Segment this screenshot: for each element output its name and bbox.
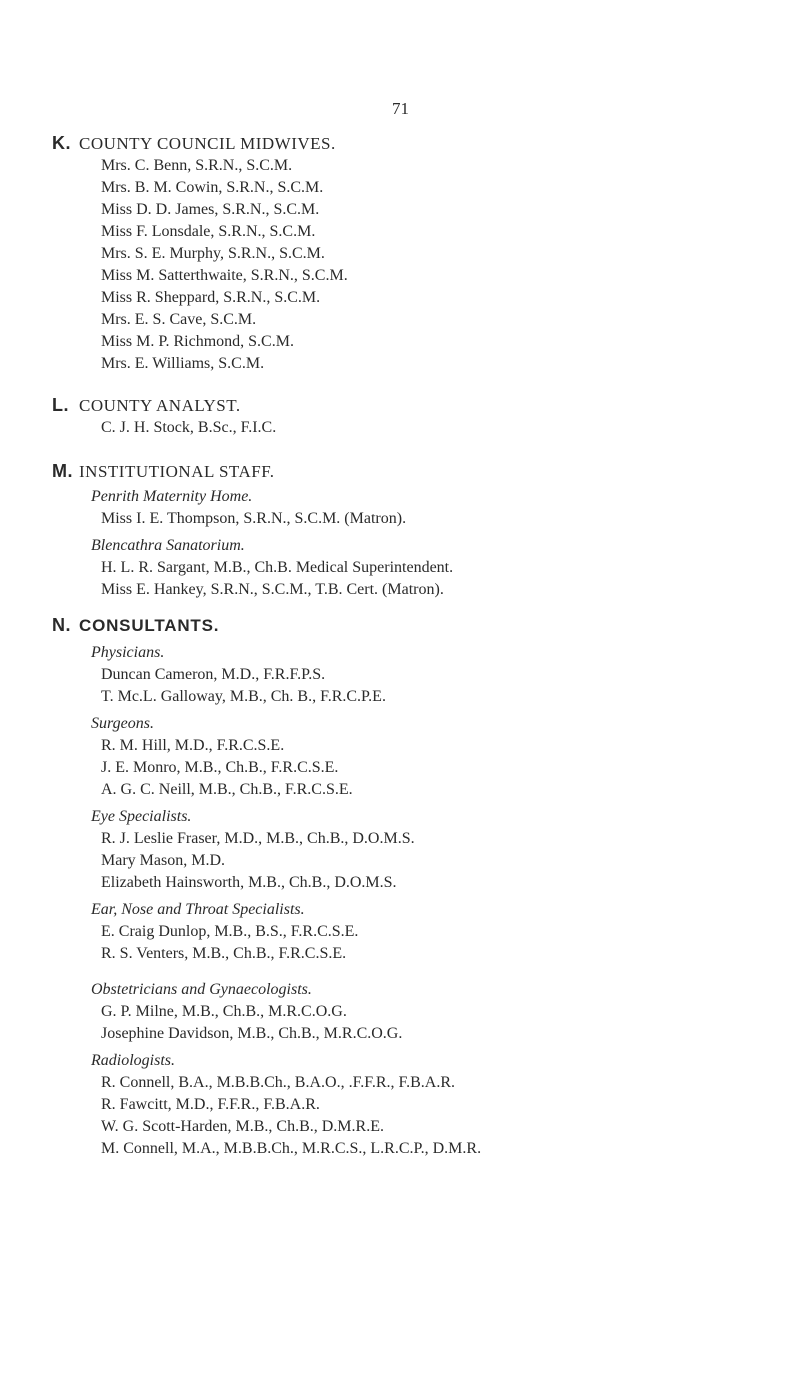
- list-item: M. Connell, M.A., M.B.B.Ch., M.R.C.S., L.R.C.P., D.M.R.: [101, 1140, 482, 1157]
- section-county-analyst: [52, 394, 781, 439]
- list-item: Miss D. D. James, S.R.N., S.C.M.: [101, 201, 320, 218]
- subsection-eye-specialists: [91, 806, 781, 894]
- list-item: Josephine Davidson, M.B., Ch.B., M.R.C.O.G.: [101, 1025, 403, 1042]
- list-item: Miss M. Satterthwaite, S.R.N., S.C.M.: [101, 267, 348, 284]
- section-heading: [52, 394, 781, 417]
- section-title: INSTITUTIONAL STAFF.: [79, 462, 275, 481]
- list-item: Duncan Cameron, M.D., F.R.F.P.S.: [101, 666, 326, 683]
- section-institutional-staff: [52, 460, 781, 601]
- list-item: E. Craig Dunlop, M.B., B.S., F.R.C.S.E.: [101, 923, 359, 940]
- list-item: Miss I. E. Thompson, S.R.N., S.C.M. (Matron).: [101, 510, 407, 527]
- list-item: W. G. Scott-Harden, M.B., Ch.B., D.M.R.E.: [101, 1118, 384, 1135]
- list-item: Miss R. Sheppard, S.R.N., S.C.M.: [101, 289, 321, 306]
- entry-list: [101, 828, 781, 894]
- page-number: 71: [392, 99, 409, 118]
- list-item: Mrs. E. S. Cave, S.C.M.: [101, 311, 257, 328]
- subsection-radiologists: [91, 1050, 781, 1160]
- list-item: Mrs. B. M. Cowin, S.R.N., S.C.M.: [101, 179, 324, 196]
- section-title: COUNTY COUNCIL MIDWIVES.: [79, 134, 336, 153]
- list-item: Miss M. P. Richmond, S.C.M.: [101, 333, 294, 350]
- subsection-surgeons: [91, 713, 781, 801]
- section-letter: L.: [52, 395, 69, 415]
- subsection-blencathra-sanatorium: [91, 535, 781, 601]
- entry-list: [101, 664, 781, 708]
- entry-list: [101, 1001, 781, 1045]
- subsection-ent-specialists: [91, 899, 781, 965]
- list-item: R. M. Hill, M.D., F.R.C.S.E.: [101, 737, 285, 754]
- list-item: Mrs. S. E. Murphy, S.R.N., S.C.M.: [101, 245, 325, 262]
- list-item: Mrs. C. Benn, S.R.N., S.C.M.: [101, 157, 293, 174]
- list-item: C. J. H. Stock, B.Sc., F.I.C.: [101, 419, 277, 436]
- list-item: H. L. R. Sargant, M.B., Ch.B. Medical Superintendent.: [101, 559, 454, 576]
- entry-list: [101, 417, 781, 439]
- subsection-heading: Blencathra Sanatorium.: [91, 537, 245, 554]
- section-letter: N.: [52, 615, 71, 635]
- entry-list: [101, 921, 781, 965]
- section-title: COUNTY ANALYST.: [79, 396, 241, 415]
- list-item: Miss E. Hankey, S.R.N., S.C.M., T.B. Cert. (Matron).: [101, 581, 444, 598]
- list-item: R. Connell, B.A., M.B.B.Ch., B.A.O., .F.F.R., F.B.A.R.: [101, 1074, 456, 1091]
- subsection-heading: Ear, Nose and Throat Specialists.: [91, 901, 305, 918]
- list-item: Elizabeth Hainsworth, M.B., Ch.B., D.O.M.S.: [101, 874, 397, 891]
- list-item: R. Fawcitt, M.D., F.F.R., F.B.A.R.: [101, 1096, 320, 1113]
- list-item: G. P. Milne, M.B., Ch.B., M.R.C.O.G.: [101, 1003, 347, 1020]
- section-letter: K.: [52, 133, 71, 153]
- entry-list: [101, 735, 781, 801]
- subsection-heading: Physicians.: [91, 644, 165, 661]
- subsection-heading: Eye Specialists.: [91, 808, 192, 825]
- list-item: T. Mc.L. Galloway, M.B., Ch. B., F.R.C.P.E.: [101, 688, 386, 705]
- list-item: R. S. Venters, M.B., Ch.B., F.R.C.S.E.: [101, 945, 347, 962]
- subsection-penrith-maternity-home: [91, 486, 781, 530]
- subsection-physicians: [91, 642, 781, 708]
- section-heading: [52, 614, 781, 637]
- subsection-heading: Radiologists.: [91, 1052, 176, 1069]
- list-item: J. E. Monro, M.B., Ch.B., F.R.C.S.E.: [101, 759, 339, 776]
- subsection-heading: Penrith Maternity Home.: [91, 488, 253, 505]
- list-item: Mary Mason, M.D.: [101, 852, 225, 869]
- section-heading: [52, 460, 781, 483]
- section-title: CONSULTANTS.: [79, 616, 220, 635]
- entry-list: [101, 155, 781, 375]
- list-item: Mrs. E. Williams, S.C.M.: [101, 355, 265, 372]
- list-item: R. J. Leslie Fraser, M.D., M.B., Ch.B., D.O.M.S.: [101, 830, 415, 847]
- entry-list: [101, 508, 781, 530]
- section-consultants: [52, 614, 781, 1160]
- entry-list: [101, 557, 781, 601]
- list-item: Miss F. Lonsdale, S.R.N., S.C.M.: [101, 223, 316, 240]
- subsection-obstetricians-gynaecologists: [91, 979, 781, 1045]
- subsection-heading: Obstetricians and Gynaecologists.: [91, 981, 312, 998]
- subsection-heading: Surgeons.: [91, 715, 154, 732]
- section-letter: M.: [52, 461, 73, 481]
- entry-list: [101, 1072, 781, 1160]
- list-item: A. G. C. Neill, M.B., Ch.B., F.R.C.S.E.: [101, 781, 353, 798]
- section-heading: [52, 132, 781, 155]
- section-county-council-midwives: [52, 132, 781, 375]
